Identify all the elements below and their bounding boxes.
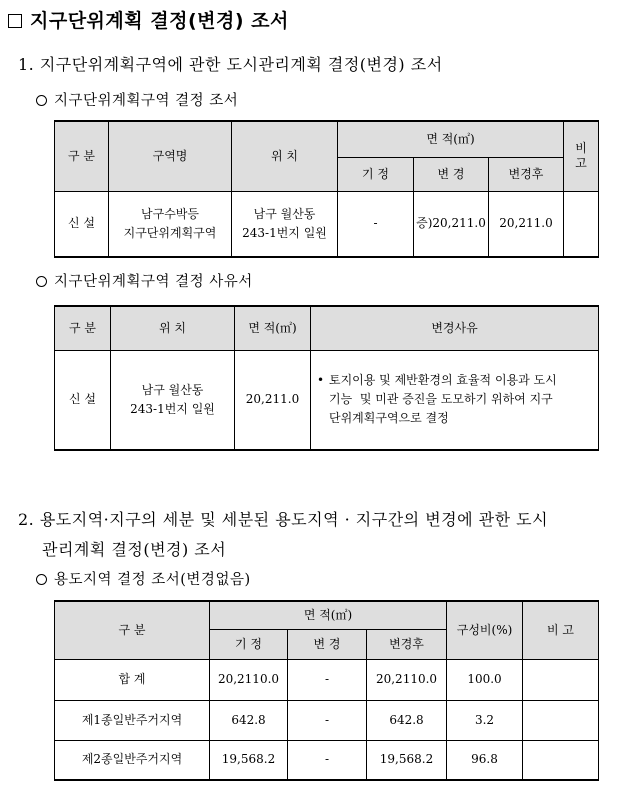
cell-change: 증)20,211.0 xyxy=(414,191,489,257)
cell-category: 신 설 xyxy=(55,191,109,257)
header-change: 변 경 xyxy=(288,629,367,659)
cell-remarks xyxy=(523,700,599,740)
section2-sub1-heading: 용도지역 결정 조서(변경없음) xyxy=(36,568,251,589)
cell-remarks xyxy=(523,740,599,780)
header-category: 구 분 xyxy=(55,601,210,659)
cell-remarks xyxy=(523,659,599,700)
header-category: 구 분 xyxy=(55,306,111,350)
cell-ratio: 3.2 xyxy=(447,700,523,740)
cell-category: 신 설 xyxy=(55,350,111,450)
cell-existing: 19,568.2 xyxy=(210,740,288,780)
circle-bullet-icon xyxy=(36,574,47,585)
header-existing: 기 정 xyxy=(338,157,414,191)
cell-zone-name: 남구수박등 지구단위계획구역 xyxy=(109,191,232,257)
header-after: 변경후 xyxy=(367,629,447,659)
cell-area: 20,211.0 xyxy=(235,350,311,450)
header-area: 면 적(㎡) xyxy=(210,601,447,629)
section1-heading: 1. 지구단위계획구역에 관한 도시관리계획 결정(변경) 조서 xyxy=(18,55,443,74)
cell-reason: • 토지이용 및 제반환경의 효율적 이용과 도시 기능 및 미관 증진을 도모하기 위하여 지구 단위계획구역으로 결정 xyxy=(311,350,599,450)
cell-existing: 642.8 xyxy=(210,700,288,740)
header-existing: 기 정 xyxy=(210,629,288,659)
cell-category: 제2종일반주거지역 xyxy=(55,740,210,780)
cell-location: 남구 월산동 243-1번지 일원 xyxy=(111,350,235,450)
cell-change: - xyxy=(288,700,367,740)
cell-after: 19,568.2 xyxy=(367,740,447,780)
cell-existing: - xyxy=(338,191,414,257)
header-area: 면 적(㎡) xyxy=(235,306,311,350)
header-reason: 변경사유 xyxy=(311,306,599,350)
header-remarks: 비 고 xyxy=(523,601,599,659)
document-title: 지구단위계획 결정(변경) 조서 xyxy=(8,6,289,33)
cell-after: 20,2110.0 xyxy=(367,659,447,700)
cell-after: 642.8 xyxy=(367,700,447,740)
header-ratio: 구성비(%) xyxy=(447,601,523,659)
table-row xyxy=(55,659,599,700)
table-row xyxy=(55,700,599,740)
header-zone-name: 구역명 xyxy=(109,121,232,191)
zone-decision-table xyxy=(54,120,599,258)
section2-heading: 2. 용도지역·지구의 세분 및 세분된 용도지역 · 지구간의 변경에 관한 도시 관리계획 결정(변경) 조서 xyxy=(18,510,549,559)
bullet-dot-icon: • xyxy=(317,372,325,387)
cell-ratio: 100.0 xyxy=(447,659,523,700)
cell-location: 남구 월산동 243-1번지 일원 xyxy=(232,191,338,257)
header-remarks: 비고 xyxy=(564,121,599,191)
header-change: 변 경 xyxy=(414,157,489,191)
cell-category: 제1종일반주거지역 xyxy=(55,700,210,740)
cell-category: 합 계 xyxy=(55,659,210,700)
section1-sub1-heading: 지구단위계획구역 결정 조서 xyxy=(36,89,238,110)
header-after: 변경후 xyxy=(489,157,564,191)
cell-after: 20,211.0 xyxy=(489,191,564,257)
land-use-table xyxy=(54,600,599,781)
cell-ratio: 96.8 xyxy=(447,740,523,780)
header-location: 위 치 xyxy=(232,121,338,191)
table-row xyxy=(55,740,599,780)
header-location: 위 치 xyxy=(111,306,235,350)
header-area: 면 적(㎡) xyxy=(338,121,564,157)
checkbox-square-icon xyxy=(8,14,22,28)
cell-change: - xyxy=(288,659,367,700)
circle-bullet-icon xyxy=(36,95,47,106)
cell-remarks xyxy=(564,191,599,257)
header-category: 구 분 xyxy=(55,121,109,191)
cell-existing: 20,2110.0 xyxy=(210,659,288,700)
circle-bullet-icon xyxy=(36,276,47,287)
cell-change: - xyxy=(288,740,367,780)
zone-reason-table xyxy=(54,305,599,451)
section1-sub2-heading: 지구단위계획구역 결정 사유서 xyxy=(36,270,253,291)
